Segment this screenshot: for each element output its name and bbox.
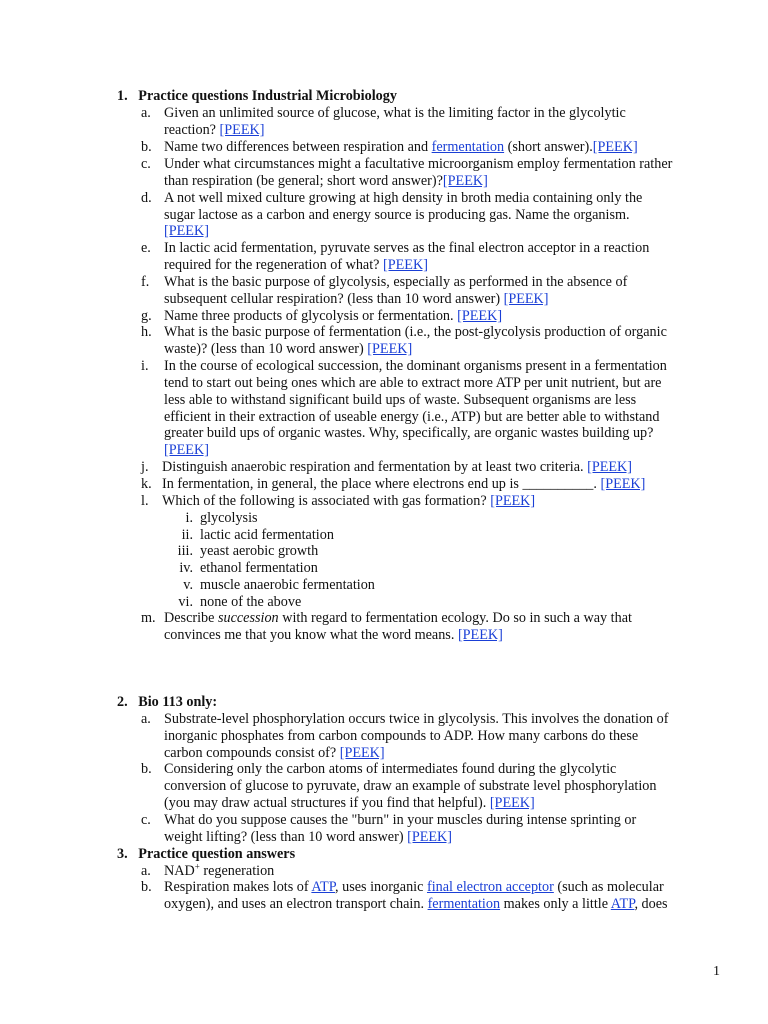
text: regeneration bbox=[199, 863, 275, 879]
option-text: lactic acid fermentation bbox=[200, 527, 334, 543]
question-1c-line1: Under what circumstances might a facultative microorganism employ fermentation rather bbox=[164, 156, 673, 172]
text: Which of the following is associated with gas formation? bbox=[162, 493, 487, 509]
item-label: b. bbox=[141, 761, 152, 777]
peek-link[interactable]: [PEEK] bbox=[407, 829, 453, 845]
peek-link[interactable]: [PEEK] bbox=[587, 459, 633, 475]
fermentation-link[interactable]: fermentation bbox=[427, 896, 501, 912]
peek-link[interactable]: [PEEK] bbox=[164, 223, 209, 239]
item-label: b. bbox=[141, 139, 152, 155]
answer-3a bbox=[164, 863, 274, 880]
atp-link[interactable]: ATP bbox=[311, 879, 336, 895]
peek-link[interactable]: [PEEK] bbox=[489, 795, 535, 811]
question-1d-line2: sugar lactose as a carbon and energy source is producing gas. Name the organism. bbox=[164, 207, 630, 223]
text: Name two differences between respiration and bbox=[164, 139, 432, 155]
page-number: 1 bbox=[713, 964, 720, 979]
text: Distinguish anaerobic respiration and fermentation by at least two criteria. bbox=[162, 459, 584, 475]
item-label: i. bbox=[141, 358, 149, 374]
question-1i-line6 bbox=[164, 442, 209, 459]
item-label: b. bbox=[141, 879, 152, 895]
peek-link[interactable]: [PEEK] bbox=[219, 122, 265, 138]
section-title: Practice questions Industrial Microbiology bbox=[138, 88, 397, 104]
question-1k bbox=[162, 476, 645, 493]
peek-link[interactable]: [PEEK] bbox=[457, 627, 503, 643]
peek-link[interactable]: [PEEK] bbox=[442, 173, 488, 189]
item-label: a. bbox=[141, 863, 151, 879]
text: In fermentation, in general, the place where electrons end up is __________. bbox=[162, 476, 597, 492]
section-title: Practice question answers bbox=[138, 846, 296, 862]
item-label: k. bbox=[141, 476, 152, 492]
question-2b-line3 bbox=[164, 795, 535, 812]
question-1i-line2: tend to start out being ones which are able to extract more ATP per unit nutrient, but are bbox=[164, 375, 662, 391]
question-1g bbox=[164, 308, 502, 325]
option-number: i. bbox=[185, 510, 193, 526]
answer-3b-line2 bbox=[164, 896, 668, 913]
question-1i-line5: greater build ups of organic wastes. Why, specifically, are organic wastes building up? bbox=[164, 425, 654, 441]
question-1i-line4: efficient in their extraction of useable energy (i.e., ATP) but are better able to withstand bbox=[164, 409, 660, 425]
question-1j bbox=[162, 459, 632, 476]
option-text: muscle anaerobic fermentation bbox=[200, 577, 375, 593]
text: makes only a little bbox=[500, 896, 611, 912]
question-1m-line2 bbox=[164, 627, 503, 644]
section-title: Bio 113 only: bbox=[138, 694, 218, 710]
text: subsequent cellular respiration? (less than 10 word answer) bbox=[164, 291, 501, 307]
option-number: iii. bbox=[177, 543, 193, 559]
item-label: l. bbox=[141, 493, 149, 509]
section-2-heading bbox=[117, 694, 217, 711]
item-label: m. bbox=[141, 610, 156, 626]
item-label: g. bbox=[141, 308, 152, 324]
question-1a-line2 bbox=[164, 122, 264, 139]
text: (such as molecular bbox=[553, 879, 664, 895]
section-number: 2. bbox=[117, 694, 128, 710]
atp-link[interactable]: ATP bbox=[610, 896, 635, 912]
question-1d-line3 bbox=[164, 223, 209, 240]
question-1i-line3: less able to withstand significant build ups of waste. Subsequent organisms are less bbox=[164, 392, 637, 408]
item-label: e. bbox=[141, 240, 151, 256]
option-number: ii. bbox=[181, 527, 193, 543]
superscript: + bbox=[194, 861, 200, 872]
option-text: yeast aerobic growth bbox=[200, 543, 319, 559]
question-1b bbox=[164, 139, 638, 156]
text: convinces me that you know what the word means. bbox=[164, 627, 455, 643]
option-number: v. bbox=[183, 577, 193, 593]
option-number: vi. bbox=[178, 594, 193, 610]
question-1a-line1: Given an unlimited source of glucose, what is the limiting factor in the glycolytic bbox=[164, 105, 626, 121]
section-1-heading bbox=[117, 88, 397, 105]
question-1e-line2 bbox=[164, 257, 428, 274]
item-label: c. bbox=[141, 156, 151, 172]
peek-link[interactable]: [PEEK] bbox=[367, 341, 413, 357]
final-electron-acceptor-link[interactable]: final electron acceptor bbox=[426, 879, 554, 895]
peek-link[interactable]: [PEEK] bbox=[592, 139, 638, 155]
question-1h-line2 bbox=[164, 341, 412, 358]
fermentation-link[interactable]: fermentation bbox=[431, 139, 505, 155]
item-label: j. bbox=[141, 459, 149, 475]
text: (you may draw actual structures if you find that helpful). bbox=[164, 795, 487, 811]
text: carbon compounds consist of? bbox=[164, 745, 337, 761]
question-2a-line3 bbox=[164, 745, 385, 762]
question-1e-line1: In lactic acid fermentation, pyruvate serves as the final electron acceptor in a reaction bbox=[164, 240, 650, 256]
peek-link[interactable]: [PEEK] bbox=[339, 745, 385, 761]
item-label: f. bbox=[141, 274, 150, 290]
question-2a-line1: Substrate-level phosphorylation occurs twice in glycolysis. This involves the donation of bbox=[164, 711, 669, 727]
question-2c-line2 bbox=[164, 829, 452, 846]
question-1d-line1: A not well mixed culture growing at high density in broth media containing only the bbox=[164, 190, 643, 206]
text: oxygen), and uses an electron transport chain. bbox=[164, 896, 428, 912]
text: than respiration (be general; short word answer)? bbox=[164, 173, 443, 189]
question-1f-line2 bbox=[164, 291, 549, 308]
question-2a-line2: inorganic phosphates from carbon compounds to ADP. How many carbons do these bbox=[164, 728, 639, 744]
emphasis: succession bbox=[217, 610, 279, 626]
text: NAD bbox=[164, 863, 195, 879]
text: required for the regeneration of what? bbox=[164, 257, 380, 273]
item-label: d. bbox=[141, 190, 152, 206]
option-text: none of the above bbox=[200, 594, 302, 610]
text: waste)? (less than 10 word answer) bbox=[164, 341, 364, 357]
item-label: a. bbox=[141, 711, 151, 727]
question-2c-line1: What do you suppose causes the "burn" in your muscles during intense sprinting or bbox=[164, 812, 637, 828]
text: Respiration makes lots of bbox=[164, 879, 312, 895]
option-text: glycolysis bbox=[200, 510, 258, 526]
question-1c-line2 bbox=[164, 173, 488, 190]
text: (short answer). bbox=[504, 139, 593, 155]
peek-link[interactable]: [PEEK] bbox=[164, 442, 209, 458]
text: reaction? bbox=[164, 122, 216, 138]
option-number: iv. bbox=[179, 560, 193, 576]
section-number: 1. bbox=[117, 88, 128, 104]
peek-link[interactable]: [PEEK] bbox=[383, 257, 428, 273]
question-1h-line1: What is the basic purpose of fermentation (i.e., the post-glycolysis production of organic bbox=[164, 324, 667, 340]
option-text: ethanol fermentation bbox=[200, 560, 318, 576]
peek-link[interactable]: [PEEK] bbox=[503, 291, 549, 307]
question-1l bbox=[162, 493, 535, 510]
item-label: c. bbox=[141, 812, 151, 828]
question-2b-line1: Considering only the carbon atoms of intermediates found during the glycolytic bbox=[164, 761, 617, 777]
item-label: a. bbox=[141, 105, 151, 121]
question-1f-line1: What is the basic purpose of glycolysis, especially as performed in the absence of bbox=[164, 274, 628, 290]
question-2b-line2: conversion of glucose to pyruvate, draw an example of substrate level phosphorylation bbox=[164, 778, 657, 794]
text: , uses inorganic bbox=[335, 879, 427, 895]
section-number: 3. bbox=[117, 846, 128, 862]
text: , does bbox=[634, 896, 668, 912]
text: Describe bbox=[164, 610, 218, 626]
question-1m-line1 bbox=[164, 610, 632, 627]
peek-link[interactable]: [PEEK] bbox=[490, 493, 536, 509]
text: with regard to fermentation ecology. Do so in such a way that bbox=[278, 610, 632, 626]
text: Name three products of glycolysis or fermentation. bbox=[164, 308, 454, 324]
question-1i-line1: In the course of ecological succession, the dominant organisms present in a fermentation bbox=[164, 358, 667, 374]
peek-link[interactable]: [PEEK] bbox=[457, 308, 503, 324]
peek-link[interactable]: [PEEK] bbox=[600, 476, 646, 492]
answer-3b-line1 bbox=[164, 879, 664, 896]
text: weight lifting? (less than 10 word answer) bbox=[164, 829, 404, 845]
item-label: h. bbox=[141, 324, 152, 340]
section-3-heading bbox=[117, 846, 295, 863]
